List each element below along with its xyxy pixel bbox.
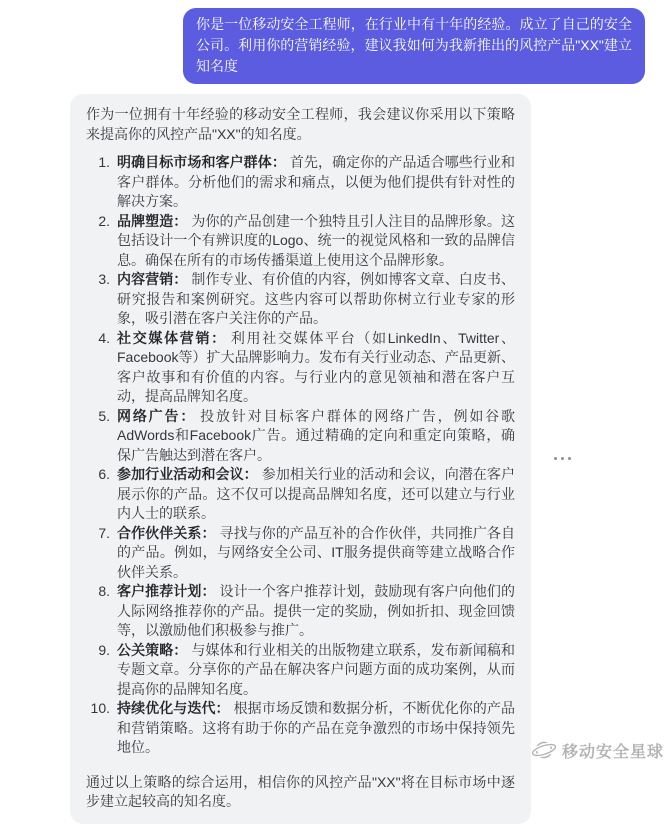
- list-item-body: 投放针对目标客户群体的网络广告，例如谷歌AdWords和Facebook广告。通过精确的定向和重定向策略，确保广告触达到潜在客户。: [117, 407, 516, 463]
- list-item-title: 品牌塑造：: [117, 212, 188, 229]
- assistant-message-row: [70, 94, 668, 824]
- list-item: [86, 153, 515, 212]
- list-item-title: 公关策略：: [117, 641, 188, 658]
- list-item-body: 根据市场反馈和数据分析，不断优化你的产品和营销策略。这将有助于你的产品在竞争激烈的市场中保持领先地位。: [117, 700, 515, 755]
- list-item-title: 社交媒体营销：: [117, 329, 227, 346]
- list-item-body: 制作专业、有价值的内容，例如博客文章、白皮书、研究报告和案例研究。这些内容可以帮助你树立行业专家的形象，吸引潜在客户关注你的产品。: [117, 271, 516, 326]
- list-item-title: 明确目标市场和客户群体：: [117, 154, 286, 170]
- assistant-intro: 作为一位拥有十年经验的移动安全工程师，我会建议你采用以下策略来提高你的风控产品"XX"的知名度。: [86, 106, 515, 142]
- assistant-message-bubble: [70, 94, 531, 824]
- list-item-body: 与媒体和行业相关的出版物建立联系，发布新闻稿和专题文章。分享你的产品在解决客户问题方面的成功案例，从而提高你的品牌知名度。: [117, 641, 516, 697]
- assistant-closing: 通过以上策略的综合运用，相信你的风控产品"XX"将在目标市场中逐步建立起较高的知名度。: [86, 773, 515, 809]
- list-item-body: 为你的产品创建一个独特且引人注目的品牌形象。这包括设计一个有辨识度的Logo、统一的视觉风格和一致的品牌信息。确保在所有的市场传播渠道上使用这个品牌形象。: [117, 212, 516, 268]
- user-message-bubble: [183, 8, 645, 84]
- list-item: [86, 699, 515, 758]
- ellipsis-icon: [568, 457, 571, 460]
- list-item: [86, 212, 515, 271]
- list-item-body: 参加相关行业的活动和会议，向潜在客户展示你的产品。这不仅可以提高品牌知名度，还可以建立与行业内人士的联系。: [117, 466, 516, 521]
- list-item-title: 网络广告：: [117, 407, 197, 424]
- list-item-body: 利用社交媒体平台（如LinkedIn、Twitter、Facebook等）扩大品牌影响力。发布有关行业动态、产品更新、客户故事和有价值的内容。与行业内的意见领袖和潜在客户互动，提高品牌知名度。: [117, 329, 515, 404]
- list-item: [86, 465, 515, 524]
- list-item: [86, 641, 515, 700]
- list-item-title: 参加行业活动和会议：: [117, 466, 258, 482]
- list-item-body: 设计一个客户推荐计划，鼓励现有客户向他们的人际网络推荐你的产品。提供一定的奖励，例如折扣、现金回馈等，以激励他们积极参与推广。: [117, 583, 516, 638]
- strategy-list: [86, 153, 515, 758]
- ellipsis-icon: [561, 457, 564, 460]
- user-message-row: [0, 0, 668, 84]
- more-options-button[interactable]: [552, 451, 573, 466]
- list-item-body: 首先，确定你的产品适合哪些行业和客户群体。分析他们的需求和痛点，以便为他们提供有针对性的解决方案。: [117, 154, 516, 209]
- list-item-title: 合作伙伴关系：: [117, 524, 216, 541]
- list-item: [86, 270, 515, 329]
- ellipsis-icon: [554, 457, 557, 460]
- list-item-title: 内容营销：: [117, 271, 188, 287]
- user-message-text: 你是一位移动安全工程师，在行业中有十年的经验。成立了自己的安全公司。利用你的营销经验，建议我如何为我新推出的风控产品"XX"建立知名度: [196, 16, 632, 74]
- list-item-body: 寻找与你的产品互补的合作伙伴，共同推广各自的产品。例如，与网络安全公司、IT服务提供商等建立战略合作伙伴关系。: [117, 524, 516, 580]
- list-item: [86, 524, 515, 583]
- list-item: [86, 582, 515, 641]
- list-item: [86, 329, 515, 407]
- list-item-title: 客户推荐计划：: [117, 583, 216, 599]
- watermark-text: 移动安全星球: [561, 743, 664, 761]
- list-item: [86, 407, 515, 466]
- list-item-title: 持续优化与迭代：: [117, 700, 230, 716]
